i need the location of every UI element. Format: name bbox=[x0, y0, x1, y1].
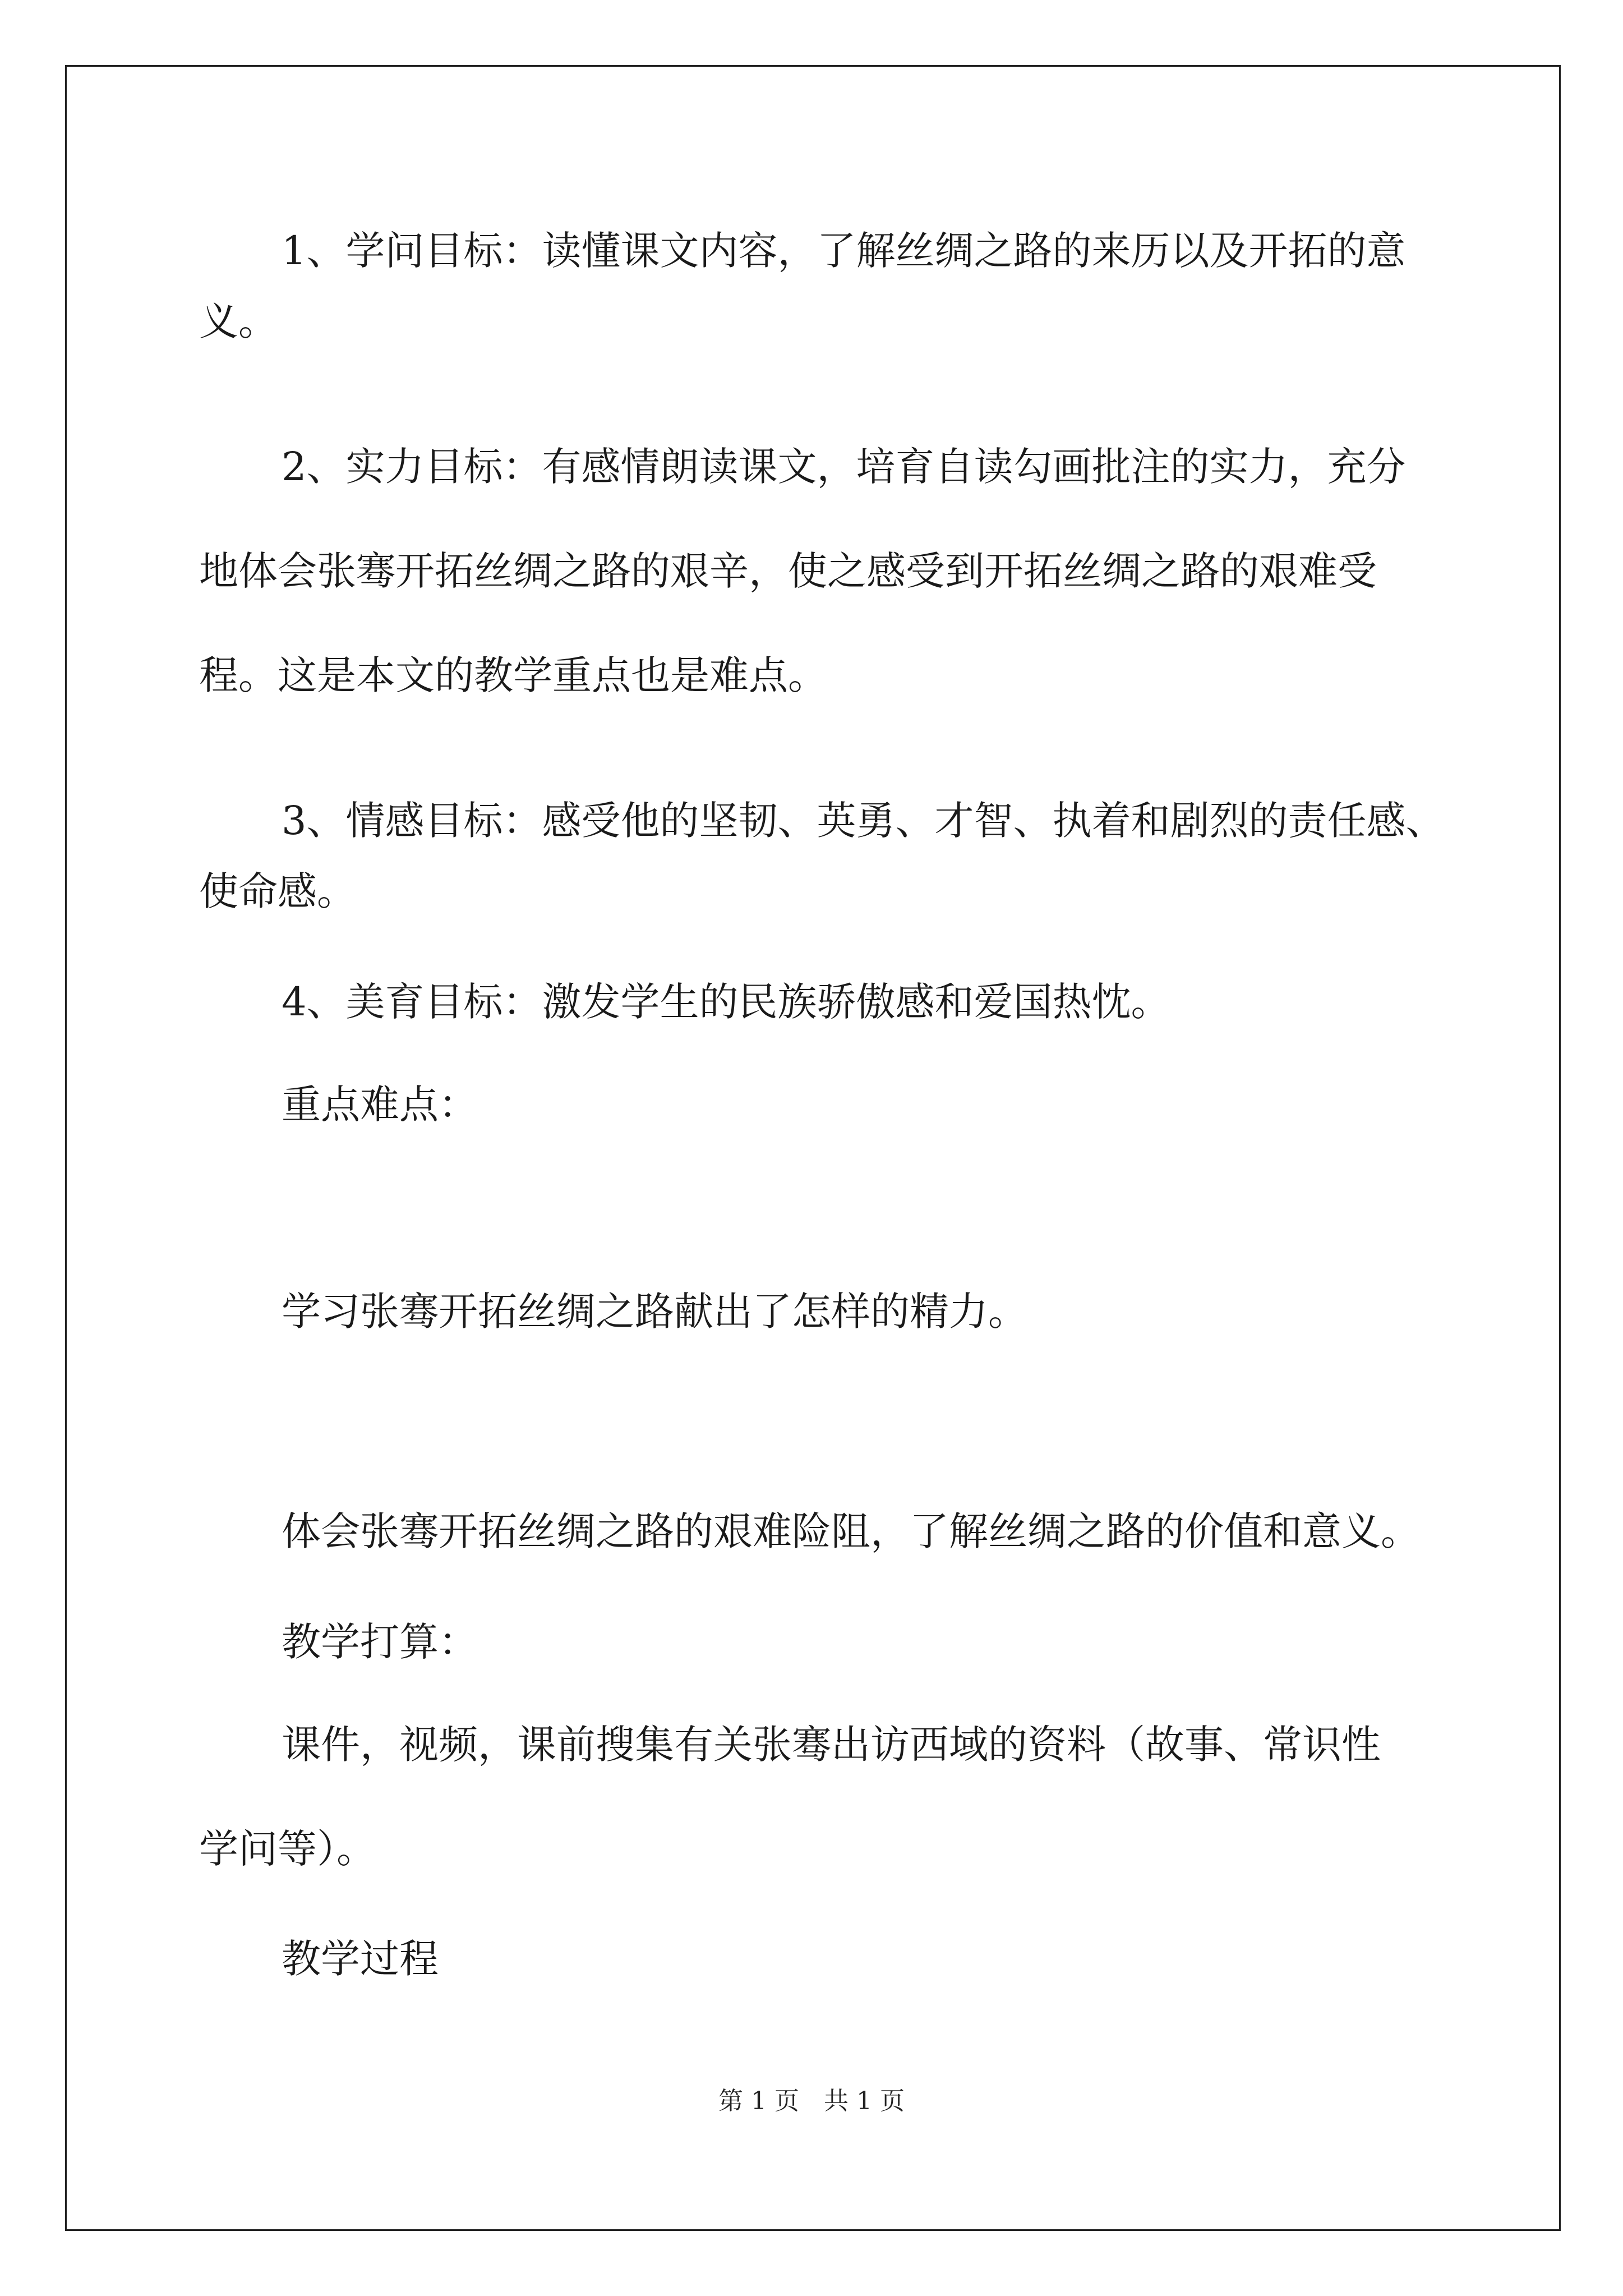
objective-aesthetic: 4、美育目标：激发学生的民族骄傲感和爱国热忱。 bbox=[282, 979, 1170, 1025]
page-border bbox=[65, 65, 1561, 2231]
objective-ability-line-1: 2、实力目标：有感情朗读课文，培育自读勾画批注的实力，充分 bbox=[282, 444, 1406, 490]
page-number: 第 1 页 bbox=[718, 2087, 799, 2115]
heading-preparation: 教学打算： bbox=[282, 1619, 478, 1665]
key-point-2: 体会张骞开拓丝绸之路的艰难险阻，了解丝绸之路的价值和意义。 bbox=[282, 1508, 1420, 1554]
preparation-line-1: 课件，视频，课前搜集有关张骞出访西域的资料（故事、常识性 bbox=[282, 1722, 1381, 1768]
heading-key-points: 重点难点： bbox=[282, 1082, 478, 1128]
page-footer bbox=[0, 2089, 1623, 2114]
objective-emotion-line-2: 使命感。 bbox=[199, 868, 356, 914]
objective-ability-line-2: 地体会张骞开拓丝绸之路的艰辛，使之感受到开拓丝绸之路的艰难受 bbox=[199, 548, 1377, 594]
page-total: 共 1 页 bbox=[824, 2087, 905, 2115]
objective-knowledge-line-2: 义。 bbox=[199, 298, 278, 344]
objective-knowledge-line-1: 1、学问目标：读懂课文内容，了解丝绸之路的来历以及开拓的意 bbox=[282, 228, 1406, 274]
key-point-1: 学习张骞开拓丝绸之路献出了怎样的精力。 bbox=[282, 1289, 1027, 1335]
heading-teaching-process: 教学过程 bbox=[282, 1936, 439, 1982]
preparation-line-2: 学问等）。 bbox=[199, 1826, 376, 1872]
objective-emotion-line-1: 3、情感目标：感受他的坚韧、英勇、才智、执着和剧烈的责任感、 bbox=[282, 798, 1445, 844]
objective-ability-line-3: 程。这是本文的教学重点也是难点。 bbox=[199, 652, 827, 698]
